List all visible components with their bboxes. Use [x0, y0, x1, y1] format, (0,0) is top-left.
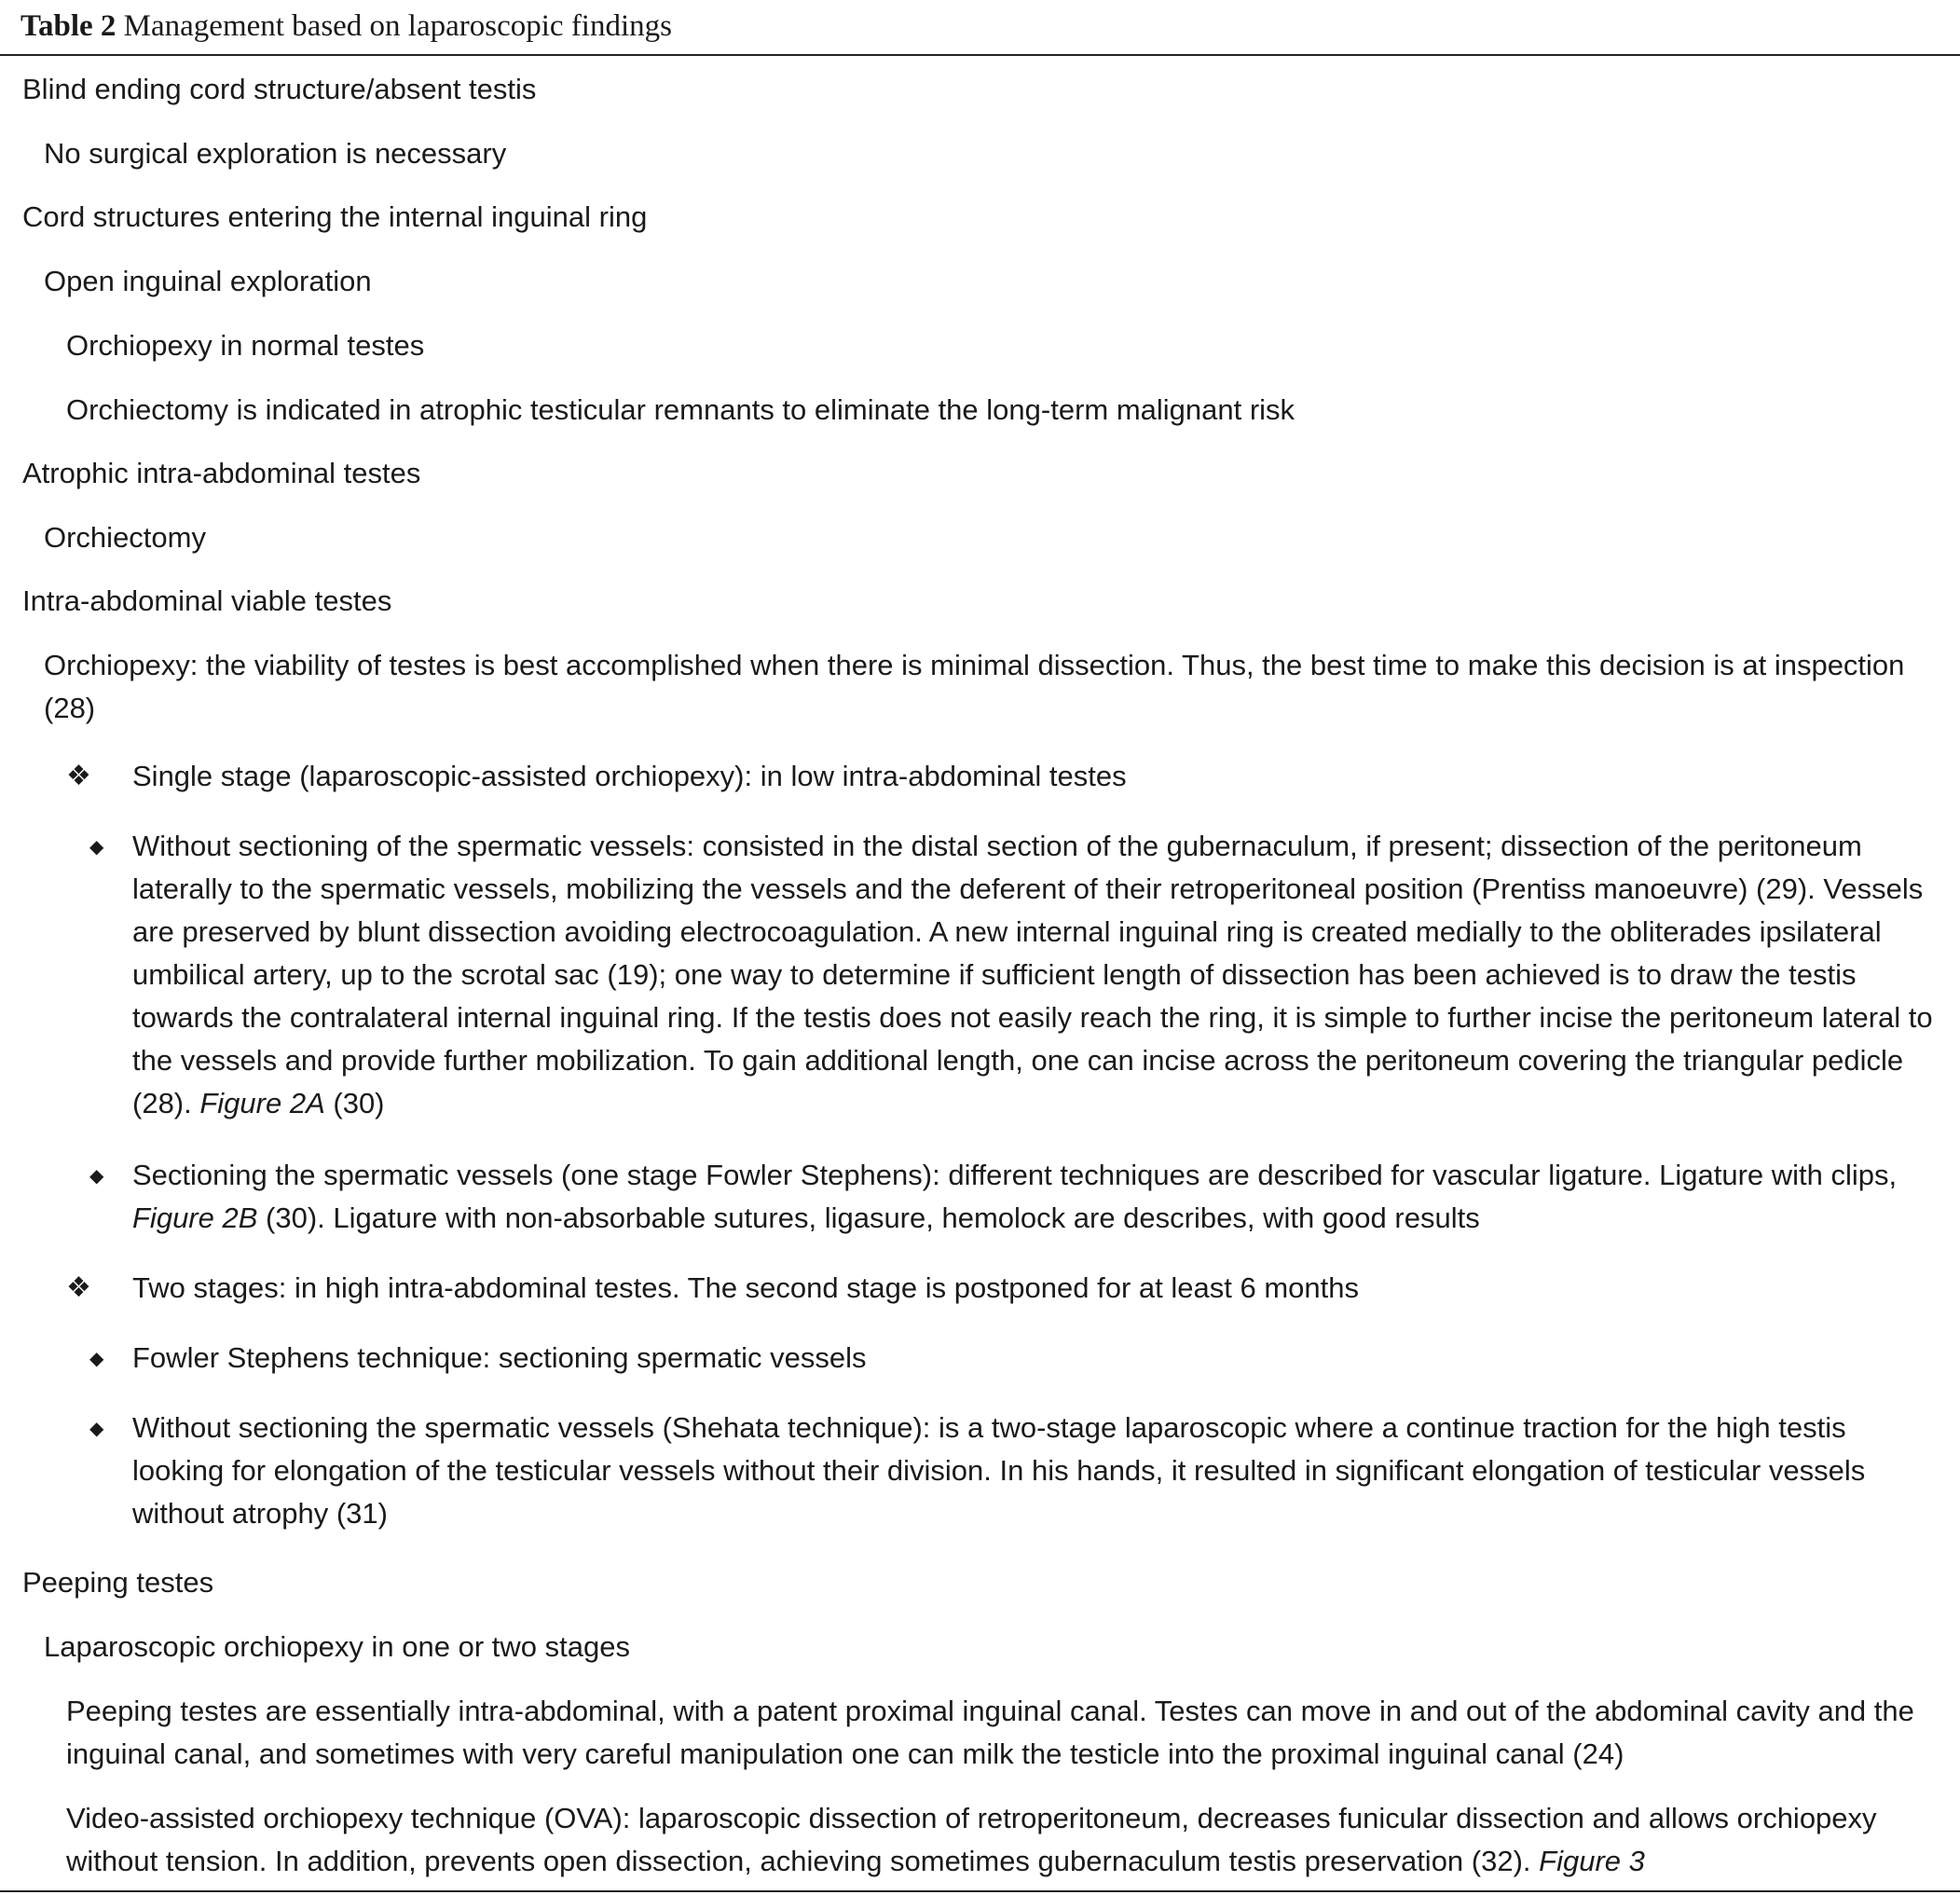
list-item: Without sectioning the spermatic vessels (Shehata technique): is a two-stage laparoscopic where a continue traction for the high testis looking for elongation of the testicular vessels without their division. In his hands, it resulted in significant elongation of testicular vessels without atrophy (31) [132, 1411, 1873, 1530]
table-row: No surgical exploration is necessary [44, 137, 507, 170]
table-row: Cord structures entering the internal inguinal ring [22, 200, 648, 233]
table-row: Orchiectomy [44, 521, 206, 554]
diamond-bullet-icon: ◆ [89, 1164, 104, 1187]
list-item: Fowler Stephens technique: sectioning spermatic vessels [132, 1341, 867, 1374]
table-row: Atrophic intra-abdominal testes [22, 457, 421, 489]
table-row: Blind ending cord structure/absent testis [22, 73, 537, 105]
four-diamond-bullet-icon: ❖ [66, 760, 91, 792]
table-row: Video-assisted orchiopexy technique (OVA): laparoscopic dissection of retroperitoneum, decreases funicular dissection and allows orchiopexy without tension. In addition, prevents open dissection, achieving sometimes gubernaculum testis preservation (32). Figure 3 [66, 1802, 1885, 1877]
diamond-bullet-icon: ◆ [89, 1417, 104, 1439]
table-row: Orchiopexy in normal testes [66, 329, 425, 362]
diamond-bullet-icon: ◆ [89, 835, 104, 858]
four-diamond-bullet-icon: ❖ [66, 1271, 91, 1304]
table-row: Orchiectomy is indicated in atrophic testicular remnants to eliminate the long-term malignant risk [66, 393, 1295, 426]
table-row: Open inguinal exploration [44, 265, 372, 297]
table-row: Laparoscopic orchiopexy in one or two stages [44, 1630, 630, 1663]
table-row: Intra-abdominal viable testes [22, 584, 392, 617]
table-caption [21, 7, 672, 45]
list-item: Without sectioning of the spermatic vessels: consisted in the distal section of the gubernaculum, if present; dissection of the peritoneum laterally to the spermatic vessels, mobilizing the vessels and the deferent of their retroperitoneal position (Prentiss manoeuvre) (29). Vessels are preserved by blunt dissection avoiding electrocoagulation. A new internal inguinal ring is created medially to the obliterades ipsilateral umbilical artery, up to the scrotal sac (19); one way to determine if sufficient length of dissection has been achieved is to draw the testis towards the contralateral internal inguinal ring. If the testis does not easily reach the ring, it is simple to further incise the peritoneum lateral to the vessels and provide further mobilization. To gain additional length, one can incise across the peritoneum covering the triangular pedicle (28). Figure 2A (30) [132, 830, 1941, 1119]
list-item: Two stages: in high intra-abdominal testes. The second stage is postponed for at least 6 months [132, 1271, 1359, 1304]
list-item: Sectioning the spermatic vessels (one stage Fowler Stephens): different techniques are described for vascular ligature. Ligature with clips, Figure 2B (30). Ligature with non-absorbable sutures, ligasure, hemolock are describes, with good results [132, 1159, 1905, 1234]
table-title: Management based on laparoscopic findings [123, 9, 672, 43]
figure-reference: Figure 3 [1539, 1845, 1645, 1877]
figure-reference: Figure 2B [132, 1202, 258, 1234]
bottom-rule [0, 1890, 1960, 1892]
table-row: Peeping testes are essentially intra-abdominal, with a patent proximal inguinal canal. Testes can move in and out of the abdominal cavity and the inguinal canal, and sometimes with very careful manipulation one can milk the testicle into the proximal inguinal canal (24) [66, 1695, 1923, 1770]
figure-reference: Figure 2A [199, 1087, 325, 1119]
diamond-bullet-icon: ◆ [89, 1347, 104, 1369]
table-label: Table 2 [21, 9, 117, 43]
table-row: Peeping testes [22, 1566, 214, 1599]
top-rule [0, 54, 1960, 56]
table-row: Orchiopexy: the viability of testes is best accomplished when there is minimal dissection. Thus, the best time to make this decision is at inspection (28) [44, 649, 1913, 724]
list-item: Single stage (laparoscopic-assisted orchiopexy): in low intra-abdominal testes [132, 760, 1127, 792]
